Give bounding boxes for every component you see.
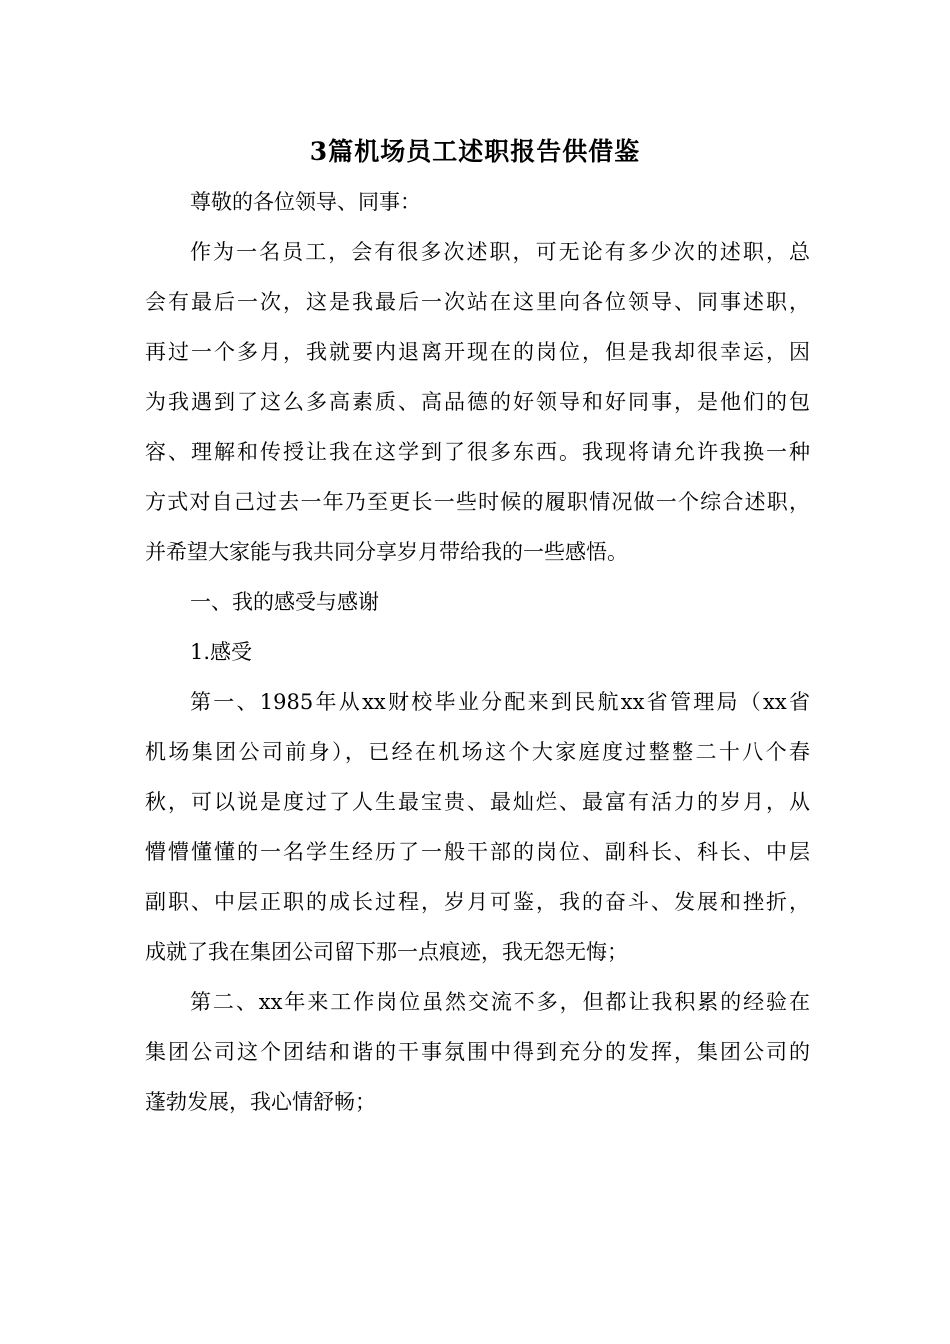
text-line: 集团公司这个团结和谐的干事氛围中得到充分的发挥，集团公司的 [145, 1040, 810, 1064]
text-line: 会有最后一次，这是我最后一次站在这里向各位领导、同事述职， [145, 290, 810, 314]
text-line: 容、理解和传授让我在这学到了很多东西。我现将请允许我换一种 [145, 440, 810, 464]
text-line: 1.感受 [190, 640, 253, 664]
text-line: 第二、xx年来工作岗位虽然交流不多，但都让我积累的经验在 [190, 990, 810, 1014]
text-line: 为我遇到了这么多高素质、高品德的好领导和好同事，是他们的包 [145, 390, 810, 414]
text-line: 蓬勃发展，我心情舒畅； [145, 1090, 376, 1114]
text-line: 成就了我在集团公司留下那一点痕迹，我无怨无悔； [145, 940, 628, 964]
text-line: 方式对自己过去一年乃至更长一些时候的履职情况做一个综合述职， [145, 490, 810, 514]
document-body [145, 177, 810, 1127]
text-line: 一、我的感受与感谢 [190, 590, 379, 614]
text-line: 并希望大家能与我共同分享岁月带给我的一些感悟。 [145, 540, 628, 564]
text-line: 尊敬的各位领导、同事： [190, 190, 421, 214]
document-title: 3篇机场员工述职报告供借鉴 [309, 137, 641, 166]
text-line: 第一、1985年从xx财校毕业分配来到民航xx省管理局（xx省 [190, 690, 810, 714]
text-line: 机场集团公司前身），已经在机场这个大家庭度过整整二十八个春 [145, 740, 810, 764]
text-line: 副职、中层正职的成长过程，岁月可鉴，我的奋斗、发展和挫折， [145, 890, 810, 914]
text-line: 再过一个多月，我就要内退离开现在的岗位，但是我却很幸运，因 [145, 340, 810, 364]
text-line: 作为一名员工，会有很多次述职，可无论有多少次的述职，总 [190, 240, 810, 264]
text-line: 懵懵懂懂的一名学生经历了一般干部的岗位、副科长、科长、中层 [145, 840, 810, 864]
text-line: 秋，可以说是度过了人生最宝贵、最灿烂、最富有活力的岁月，从 [145, 790, 810, 814]
